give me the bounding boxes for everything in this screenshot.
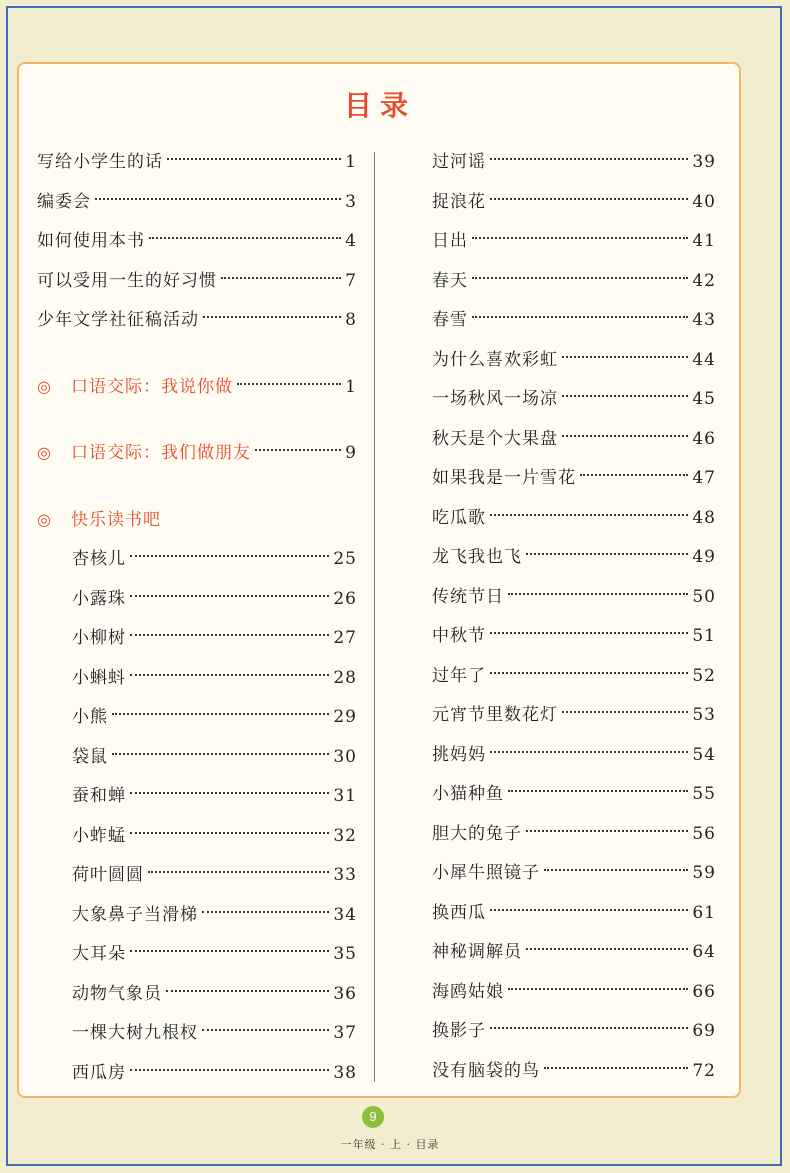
dot-leader xyxy=(562,395,688,397)
entry-page-number: 26 xyxy=(333,588,357,609)
entry-label: 西瓜房 xyxy=(72,1062,126,1083)
page-number-badge: 9 xyxy=(362,1106,384,1128)
entry-page-number: 66 xyxy=(692,981,716,1002)
dot-leader xyxy=(490,672,688,674)
toc-entry[interactable] xyxy=(432,305,716,335)
entry-page-number: 27 xyxy=(333,628,357,648)
toc-entry[interactable] xyxy=(432,858,716,888)
entry-page-number: 4 xyxy=(345,231,357,251)
entry-label: 没有脑袋的鸟 xyxy=(432,1060,540,1081)
entry-label: 捉浪花 xyxy=(432,191,486,212)
dot-leader xyxy=(130,555,329,557)
dot-leader xyxy=(472,237,688,239)
toc-entry[interactable] xyxy=(432,621,716,651)
entry-page-number: 30 xyxy=(333,746,357,767)
entry-page-number: 46 xyxy=(692,428,716,449)
entry-label: 吃瓜歌 xyxy=(432,507,486,528)
toc-entry[interactable] xyxy=(72,1018,357,1048)
entry-label: 换西瓜 xyxy=(432,902,486,923)
dot-leader xyxy=(221,277,341,279)
dot-leader xyxy=(562,435,688,437)
toc-entry[interactable] xyxy=(37,187,357,217)
dot-leader xyxy=(202,911,329,913)
entry-label: 换影子 xyxy=(432,1021,486,1041)
entry-label: 挑妈妈 xyxy=(432,744,486,765)
dot-leader xyxy=(130,792,329,794)
entry-page-number: 36 xyxy=(333,983,357,1004)
entry-page-number: 54 xyxy=(692,744,716,765)
toc-entry[interactable] xyxy=(432,937,716,967)
entry-label: 传统节日 xyxy=(432,586,504,607)
dot-leader xyxy=(508,593,688,595)
entry-page-number: 52 xyxy=(692,665,716,686)
entry-label: 小柳树 xyxy=(72,628,126,648)
entry-label: 中秋节 xyxy=(432,626,486,646)
toc-entry[interactable] xyxy=(432,819,716,849)
dot-leader xyxy=(167,158,341,160)
entry-page-number: 28 xyxy=(333,667,357,688)
toc-section[interactable] xyxy=(37,438,357,468)
entry-page-number: 33 xyxy=(333,865,357,885)
entry-page-number: 43 xyxy=(692,310,716,330)
toc-entry[interactable] xyxy=(72,544,357,574)
entry-label: 小犀牛照镜子 xyxy=(432,863,540,883)
entry-label: 春天 xyxy=(432,270,468,291)
entry-label: 一棵大树九根杈 xyxy=(72,1023,198,1043)
toc-entry[interactable] xyxy=(432,147,716,177)
section-marker-icon: ◎ xyxy=(37,443,52,462)
dot-leader xyxy=(508,988,688,990)
toc-entry[interactable] xyxy=(72,663,357,693)
toc-entry[interactable] xyxy=(432,226,716,256)
column-divider xyxy=(374,152,375,1082)
entry-label: 一场秋风一场凉 xyxy=(432,389,558,409)
toc-entry[interactable] xyxy=(432,1056,716,1086)
dot-leader xyxy=(544,1067,688,1069)
toc-entry[interactable] xyxy=(432,345,716,375)
entry-label: 荷叶圆圆 xyxy=(72,865,144,885)
dot-leader xyxy=(202,1029,329,1031)
toc-entry[interactable] xyxy=(432,503,716,533)
toc-entry[interactable] xyxy=(72,900,357,930)
toc-entry[interactable] xyxy=(72,979,357,1009)
dot-leader xyxy=(490,198,688,200)
toc-entry[interactable] xyxy=(432,977,716,1007)
entry-label: 动物气象员 xyxy=(72,983,162,1004)
entry-label: 袋鼠 xyxy=(72,746,108,767)
toc-entry[interactable] xyxy=(432,424,716,454)
dot-leader xyxy=(255,449,341,451)
entry-label: 小蚱蜢 xyxy=(72,825,126,846)
entry-label: 神秘调解员 xyxy=(432,942,522,962)
entry-page-number: 39 xyxy=(692,152,716,172)
page-footer: 一年级 · 上 · 目录 xyxy=(340,1138,440,1151)
dot-leader xyxy=(130,674,329,676)
dot-leader xyxy=(130,1069,329,1071)
entry-page-number: 48 xyxy=(692,507,716,528)
entry-page-number: 51 xyxy=(692,626,716,646)
page-title: 目录 xyxy=(343,89,416,122)
entry-label: 小露珠 xyxy=(72,588,126,609)
dot-leader xyxy=(237,383,341,385)
dot-leader xyxy=(203,316,341,318)
toc-entry[interactable] xyxy=(432,187,716,217)
toc-entry[interactable] xyxy=(72,939,357,969)
entry-label: 海鸥姑娘 xyxy=(432,981,504,1002)
entry-page-number: 59 xyxy=(692,863,716,883)
toc-entry[interactable] xyxy=(72,742,357,772)
toc-entry[interactable] xyxy=(432,740,716,770)
entry-page-number: 47 xyxy=(692,468,716,488)
toc-entry[interactable] xyxy=(432,384,716,414)
entry-page-number: 35 xyxy=(333,944,357,964)
entry-page-number: 31 xyxy=(333,786,357,806)
dot-leader xyxy=(544,869,688,871)
toc-section[interactable] xyxy=(37,505,357,535)
entry-label: 蚕和蝉 xyxy=(72,786,126,806)
entry-page-number: 37 xyxy=(333,1023,357,1043)
entry-page-number: 49 xyxy=(692,547,716,567)
dot-leader xyxy=(472,316,688,318)
entry-label: 小熊 xyxy=(72,707,108,727)
entry-page-number: 44 xyxy=(692,349,716,370)
dot-leader xyxy=(472,277,688,279)
section-marker-icon: ◎ xyxy=(37,510,52,529)
entry-label: 过河谣 xyxy=(432,152,486,172)
dot-leader xyxy=(130,832,329,834)
entry-label: 小猫种鱼 xyxy=(432,784,504,804)
dot-leader xyxy=(526,830,688,832)
entry-page-number: 1 xyxy=(345,152,357,172)
toc-entry[interactable] xyxy=(72,860,357,890)
dot-leader xyxy=(562,356,688,358)
dot-leader xyxy=(526,948,688,950)
toc-entry[interactable] xyxy=(72,584,357,614)
toc-entry[interactable] xyxy=(432,582,716,612)
entry-page-number: 55 xyxy=(692,784,716,804)
entry-page-number: 41 xyxy=(692,231,716,251)
entry-page-number: 56 xyxy=(692,823,716,844)
entry-label: 过年了 xyxy=(432,665,486,686)
toc-section[interactable] xyxy=(37,372,357,402)
entry-label: 日出 xyxy=(432,231,468,251)
dot-leader xyxy=(508,790,688,792)
toc-entry[interactable] xyxy=(432,700,716,730)
toc-entry[interactable] xyxy=(37,266,357,296)
toc-entry[interactable] xyxy=(432,898,716,928)
dot-leader xyxy=(580,474,688,476)
entry-label: 写给小学生的话 xyxy=(37,152,163,172)
dot-leader xyxy=(490,158,688,160)
entry-page-number: 72 xyxy=(692,1060,716,1081)
dot-leader xyxy=(490,514,688,516)
entry-page-number: 69 xyxy=(692,1021,716,1041)
entry-label: 杏核儿 xyxy=(72,549,126,569)
entry-label: 胆大的兔子 xyxy=(432,823,522,844)
dot-leader xyxy=(526,553,688,555)
dot-leader xyxy=(490,751,688,753)
dot-leader xyxy=(148,871,329,873)
toc-entry[interactable] xyxy=(432,266,716,296)
entry-label: 大象鼻子当滑梯 xyxy=(72,904,198,925)
entry-label: 龙飞我也飞 xyxy=(432,547,522,567)
toc-entry[interactable] xyxy=(37,305,357,335)
entry-page-number: 64 xyxy=(692,942,716,962)
dot-leader xyxy=(490,1027,688,1029)
entry-page-number: 7 xyxy=(345,270,357,291)
entry-page-number: 53 xyxy=(692,705,716,725)
toc-entry[interactable] xyxy=(432,463,716,493)
toc-entry[interactable] xyxy=(72,781,357,811)
entry-label: 口语交际：我说你做 xyxy=(71,377,233,397)
entry-page-number: 1 xyxy=(345,377,357,397)
entry-label: 元宵节里数花灯 xyxy=(432,705,558,725)
dot-leader xyxy=(130,950,329,952)
entry-label: 大耳朵 xyxy=(72,944,126,964)
dot-leader xyxy=(112,713,329,715)
dot-leader xyxy=(562,711,688,713)
entry-label: 快乐读书吧 xyxy=(71,510,161,530)
toc-entry[interactable] xyxy=(432,1016,716,1046)
entry-page-number: 42 xyxy=(692,270,716,291)
entry-page-number: 45 xyxy=(692,389,716,409)
toc-entry[interactable] xyxy=(432,542,716,572)
entry-label: 春雪 xyxy=(432,310,468,330)
toc-entry[interactable] xyxy=(37,147,357,177)
toc-entry[interactable] xyxy=(37,226,357,256)
dot-leader xyxy=(490,909,688,911)
entry-label: 秋天是个大果盘 xyxy=(432,428,558,449)
toc-entry[interactable] xyxy=(432,661,716,691)
toc-entry[interactable] xyxy=(72,1058,357,1088)
toc-entry[interactable] xyxy=(432,779,716,809)
entry-page-number: 25 xyxy=(333,549,357,569)
entry-label: 少年文学社征稿活动 xyxy=(37,310,199,330)
entry-label: 口语交际：我们做朋友 xyxy=(71,443,251,463)
dot-leader xyxy=(112,753,329,755)
dot-leader xyxy=(166,990,329,992)
entry-page-number: 9 xyxy=(345,443,357,463)
entry-page-number: 40 xyxy=(692,191,716,212)
entry-label: 如果我是一片雪花 xyxy=(432,468,576,488)
entry-label: 可以受用一生的好习惯 xyxy=(37,270,217,291)
toc-entry[interactable] xyxy=(72,821,357,851)
dot-leader xyxy=(149,237,341,239)
entry-page-number: 61 xyxy=(692,902,716,923)
toc-entry[interactable] xyxy=(72,623,357,653)
entry-page-number: 50 xyxy=(692,586,716,607)
entry-page-number: 38 xyxy=(333,1062,357,1083)
dot-leader xyxy=(130,634,329,636)
entry-page-number: 8 xyxy=(345,310,357,330)
entry-label: 如何使用本书 xyxy=(37,231,145,251)
entry-page-number: 32 xyxy=(333,825,357,846)
entry-label: 小蝌蚪 xyxy=(72,667,126,688)
entry-label: 编委会 xyxy=(37,191,91,212)
dot-leader xyxy=(95,198,341,200)
section-marker-icon: ◎ xyxy=(37,377,52,396)
entry-page-number: 29 xyxy=(333,707,357,727)
toc-entry[interactable] xyxy=(72,702,357,732)
entry-label: 为什么喜欢彩虹 xyxy=(432,349,558,370)
dot-leader xyxy=(130,595,329,597)
dot-leader xyxy=(490,632,688,634)
entry-page-number: 34 xyxy=(333,904,357,925)
entry-page-number: 3 xyxy=(345,191,357,212)
